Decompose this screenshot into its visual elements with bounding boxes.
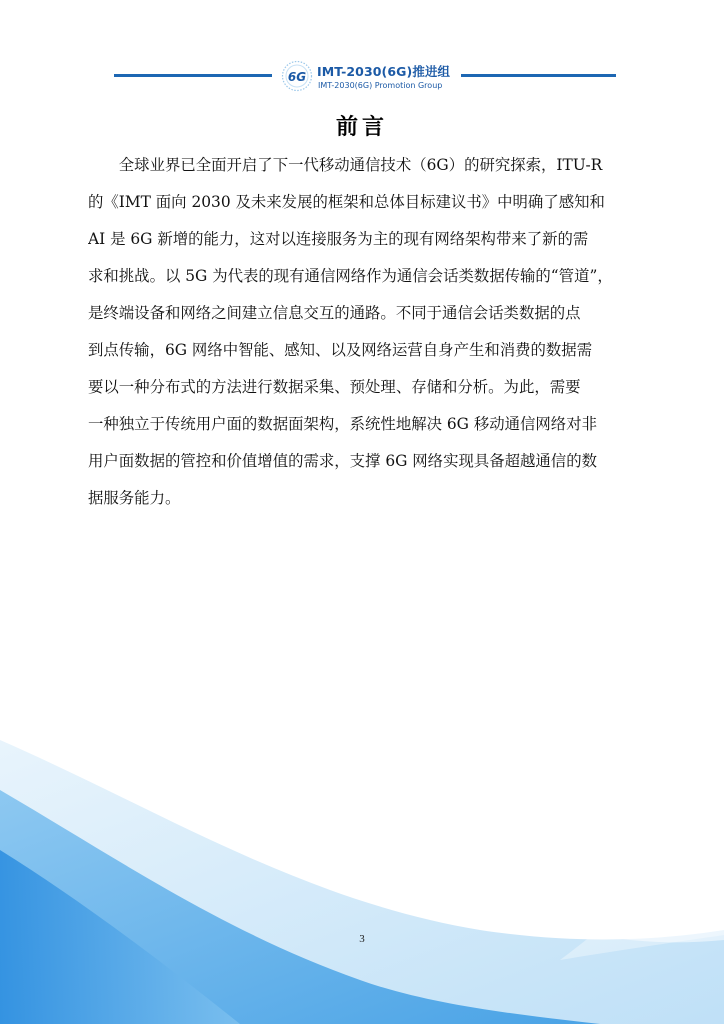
paragraph-line: 全球业界已全面开启了下一代移动通信技术（6G）的研究探索，ITU-R bbox=[88, 156, 603, 174]
imt2030-logo-icon bbox=[281, 60, 313, 92]
section-heading: 前言 bbox=[335, 115, 388, 140]
header-rule-right bbox=[461, 74, 616, 77]
paragraph-line: 据服务能力。 bbox=[88, 489, 181, 507]
paragraph-line: AI 是 6G 新增的能力，这对以连接服务为主的现有网络架构带来了新的需 bbox=[88, 230, 589, 248]
paragraph-line: 一种独立于传统用户面的数据面架构，系统性地解决 6G 移动通信网络对非 bbox=[88, 415, 597, 433]
logo-title: IMT-2030(6G)推进组 bbox=[317, 64, 451, 79]
logo-subtitle: IMT-2030(6G) Promotion Group bbox=[318, 81, 443, 90]
header-rule-left bbox=[114, 74, 272, 77]
page-number: 3 bbox=[359, 933, 365, 945]
decorative-wave-background bbox=[0, 700, 724, 1024]
paragraph-line: 用户面数据的管控和价值增值的需求，支撑 6G 网络实现具备超越通信的数 bbox=[88, 452, 597, 470]
paragraph-line: 要以一种分布式的方法进行数据采集、预处理、存储和分析。为此，需要 bbox=[88, 378, 581, 396]
paragraph-line: 到点传输，6G 网络中智能、感知、以及网络运营自身产生和消费的数据需 bbox=[88, 341, 593, 359]
paragraph-line: 是终端设备和网络之间建立信息交互的通路。不同于通信会话类数据的点 bbox=[88, 304, 581, 322]
svg-text:6G: 6G bbox=[287, 70, 307, 84]
body-paragraph bbox=[88, 147, 636, 517]
paragraph-line: 求和挑战。以 5G 为代表的现有通信网络作为通信会话类数据传输的“管道”， bbox=[88, 267, 613, 285]
paragraph-line: 的《IMT 面向 2030 及未来发展的框架和总体目标建议书》中明确了感知和 bbox=[88, 193, 605, 211]
